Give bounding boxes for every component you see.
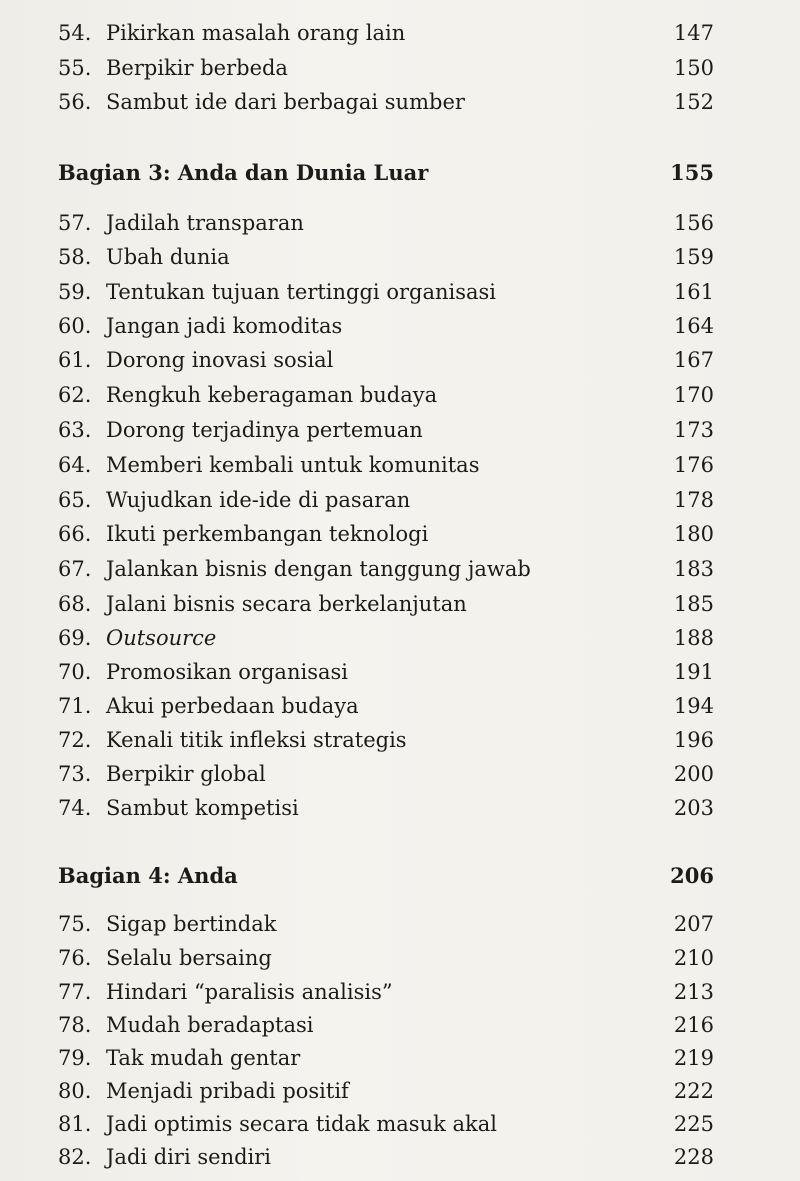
toc-entry <box>0 51 800 85</box>
entry-number: 75. <box>58 912 92 936</box>
section-title: Bagian 4: Anda <box>58 863 238 888</box>
entry-number: 54. <box>58 21 92 45</box>
entry-page: 210 <box>673 946 714 970</box>
toc-entry <box>0 343 800 377</box>
entry-title: Jadi diri sendiri <box>106 1145 272 1169</box>
entry-number: 67. <box>58 557 92 581</box>
entry-page: 185 <box>673 592 714 616</box>
entry-page: 167 <box>673 348 714 372</box>
entry-number: 58. <box>58 245 92 269</box>
entry-number: 56. <box>58 90 92 114</box>
entry-page: 200 <box>673 762 714 786</box>
entry-number: 65. <box>58 488 92 512</box>
entry-number: 73. <box>58 762 92 786</box>
toc-entry <box>0 941 800 975</box>
entry-number: 64. <box>58 453 92 477</box>
toc-entry <box>0 552 800 586</box>
entry-number: 80. <box>58 1079 92 1103</box>
entry-title: Wujudkan ide-ide di pasaran <box>106 488 411 512</box>
entry-page: 178 <box>673 488 714 512</box>
entry-title: Berpikir global <box>106 762 266 786</box>
entry-number: 68. <box>58 592 92 616</box>
toc-entry <box>0 975 800 1009</box>
toc-entry <box>0 1008 800 1042</box>
toc-entry <box>0 1107 800 1141</box>
entry-number: 61. <box>58 348 92 372</box>
entry-page: 150 <box>673 56 714 80</box>
entry-page: 159 <box>673 245 714 269</box>
toc-entry <box>0 85 800 119</box>
toc-entry <box>0 309 800 343</box>
section-page: 206 <box>670 863 714 888</box>
toc-entry <box>0 1041 800 1075</box>
toc-entry <box>0 206 800 240</box>
entry-page: 191 <box>673 660 714 684</box>
entry-number: 70. <box>58 660 92 684</box>
entry-number: 63. <box>58 418 92 442</box>
entry-number: 55. <box>58 56 92 80</box>
entry-page: 156 <box>673 211 714 235</box>
toc-entry <box>0 757 800 791</box>
toc-entry <box>0 907 800 941</box>
entry-number: 77. <box>58 980 92 1004</box>
entry-page: 180 <box>673 522 714 546</box>
section-page: 155 <box>670 160 714 185</box>
entry-number: 76. <box>58 946 92 970</box>
entry-number: 60. <box>58 314 92 338</box>
entry-page: 161 <box>673 280 714 304</box>
entry-page: 152 <box>673 90 714 114</box>
entry-title: Menjadi pribadi positif <box>106 1079 349 1103</box>
entry-number: 57. <box>58 211 92 235</box>
entry-page: 203 <box>673 796 714 820</box>
entry-title: Akui perbedaan budaya <box>106 694 359 718</box>
toc-entry <box>0 16 800 50</box>
toc-entry <box>0 1140 800 1174</box>
entry-page: 176 <box>673 453 714 477</box>
entry-number: 72. <box>58 728 92 752</box>
entry-title: Sigap bertindak <box>106 912 277 936</box>
section-title: Bagian 3: Anda dan Dunia Luar <box>58 160 429 185</box>
entry-title: Dorong inovasi sosial <box>106 348 334 372</box>
entry-title: Jadi optimis secara tidak masuk akal <box>106 1112 497 1136</box>
entry-title: Outsource <box>106 626 217 650</box>
toc-entry <box>0 791 800 825</box>
entry-page: 228 <box>673 1145 714 1169</box>
toc-entry <box>0 275 800 309</box>
entry-number: 79. <box>58 1046 92 1070</box>
entry-title: Ikuti perkembangan teknologi <box>106 522 429 546</box>
entry-page: 213 <box>673 980 714 1004</box>
entry-title: Dorong terjadinya pertemuan <box>106 418 423 442</box>
toc-entry <box>0 655 800 689</box>
toc-entry <box>0 689 800 723</box>
entry-number: 71. <box>58 694 92 718</box>
entry-title: Selalu bersaing <box>106 946 272 970</box>
entry-title: Berpikir berbeda <box>106 56 288 80</box>
entry-title: Memberi kembali untuk komunitas <box>106 453 480 477</box>
entry-title: Rengkuh keberagaman budaya <box>106 383 438 407</box>
entry-number: 66. <box>58 522 92 546</box>
entry-page: 183 <box>673 557 714 581</box>
entry-page: 216 <box>673 1013 714 1037</box>
entry-title: Sambut ide dari berbagai sumber <box>106 90 465 114</box>
entry-number: 78. <box>58 1013 92 1037</box>
entry-number: 59. <box>58 280 92 304</box>
entry-number: 69. <box>58 626 92 650</box>
entry-title: Mudah beradaptasi <box>106 1013 314 1037</box>
section-heading <box>0 859 800 893</box>
entry-page: 207 <box>673 912 714 936</box>
entry-page: 173 <box>673 418 714 442</box>
section-heading <box>0 156 800 190</box>
entry-title: Hindari “paralisis analisis” <box>106 980 393 1004</box>
entry-page: 188 <box>673 626 714 650</box>
entry-title: Tak mudah gentar <box>106 1046 301 1070</box>
entry-title: Ubah dunia <box>106 245 230 269</box>
entry-title: Jalani bisnis secara berkelanjutan <box>106 592 467 616</box>
entry-title: Pikirkan masalah orang lain <box>106 21 406 45</box>
toc-entry <box>0 723 800 757</box>
entry-page: 222 <box>673 1079 714 1103</box>
toc-entry <box>0 483 800 517</box>
entry-number: 62. <box>58 383 92 407</box>
toc-entry <box>0 378 800 412</box>
entry-page: 219 <box>673 1046 714 1070</box>
entry-number: 74. <box>58 796 92 820</box>
entry-number: 81. <box>58 1112 92 1136</box>
toc-entry <box>0 517 800 551</box>
entry-title: Sambut kompetisi <box>106 796 299 820</box>
entry-title: Promosikan organisasi <box>106 660 348 684</box>
entry-title: Jadilah transparan <box>106 211 304 235</box>
entry-title: Kenali titik infleksi strategis <box>106 728 407 752</box>
toc-entry <box>0 240 800 274</box>
entry-number: 82. <box>58 1145 92 1169</box>
entry-title: Jalankan bisnis dengan tanggung jawab <box>106 557 531 581</box>
entry-page: 170 <box>673 383 714 407</box>
toc-entry <box>0 1074 800 1108</box>
toc-entry <box>0 413 800 447</box>
toc-entry <box>0 587 800 621</box>
entry-page: 196 <box>673 728 714 752</box>
entry-page: 147 <box>673 21 714 45</box>
entry-page: 164 <box>673 314 714 338</box>
toc-entry <box>0 448 800 482</box>
toc-entry <box>0 621 800 655</box>
entry-page: 194 <box>673 694 714 718</box>
entry-title: Jangan jadi komoditas <box>106 314 343 338</box>
entry-page: 225 <box>673 1112 714 1136</box>
entry-title: Tentukan tujuan tertinggi organisasi <box>106 280 496 304</box>
